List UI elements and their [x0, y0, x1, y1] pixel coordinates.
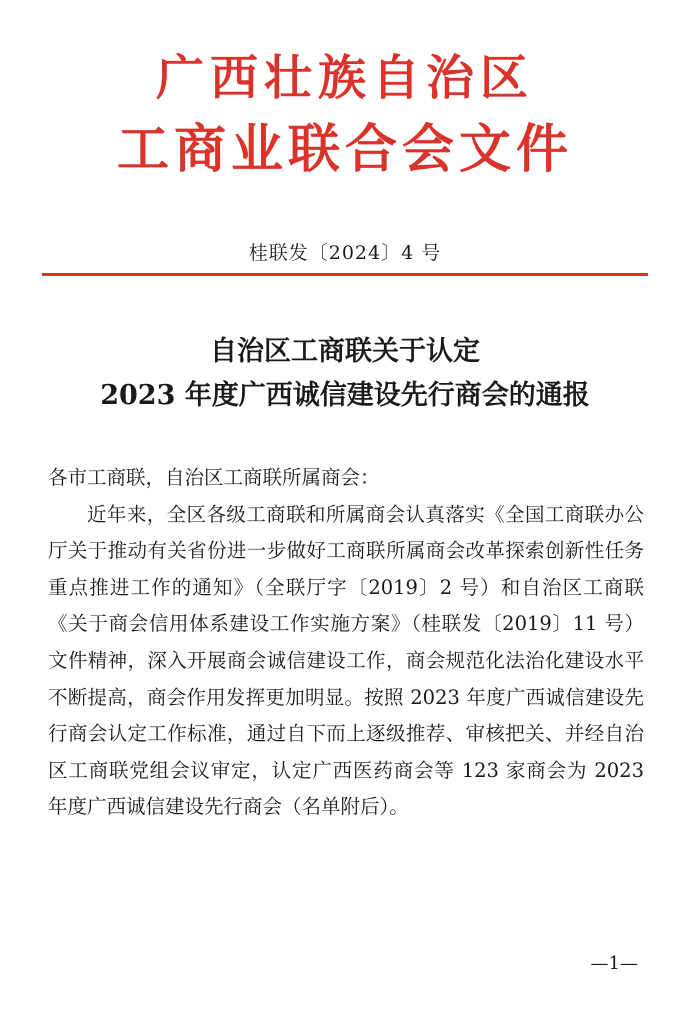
document-title-line-2: 2023 年度广西诚信建设先行商会的通报 — [100, 380, 590, 411]
document-title-line-1: 自治区工商联关于认定 — [210, 336, 480, 367]
document-number: 桂联发〔2024〕4 号 — [248, 242, 442, 264]
salutation: 各市工商联，自治区工商联所属商会： — [48, 466, 380, 489]
red-divider-line — [42, 273, 648, 276]
body-paragraph: 近年来，全区各级工商联和所属商会认真落实《全国工商联办公厅关于推动有关省份进一步做好工商联所属商会改革探索创新性任务重点推进工作的通知》（全联厅字〔2019〕2 号）和自治区工商联《关于商会信用体系建设工作实施方案》（桂联发〔2019〕11 号）文件精神，深入开展商会诚信建设工作，商会规范化法治化建设水平不断提高，商会作用发挥更加明显。按照 2023 年度广西诚信建设先行商会认定工作标准，通过自下而上逐级推荐、审核把关、并经自治区工商联党组会议审定，认定广西医药商会等 123 家商会为 2023 年度广西诚信建设先行商会（名单附后）。 — [48, 502, 644, 819]
page-number: —1— — [590, 953, 638, 974]
issuer-name-line-2: 工商业联合会文件 — [116, 119, 573, 180]
issuer-name-line-1: 广西壮族自治区 — [155, 50, 534, 106]
document-body — [48, 460, 644, 826]
